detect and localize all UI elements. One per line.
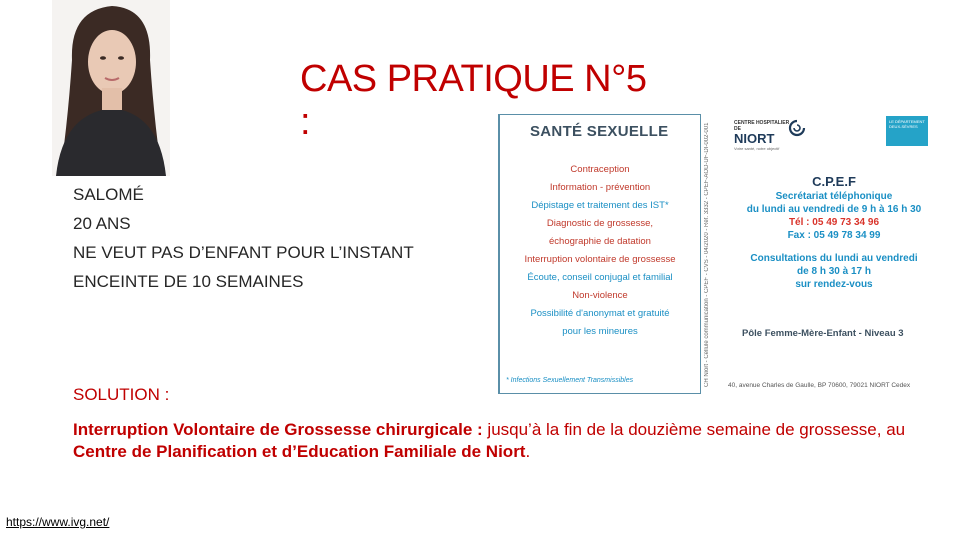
patient-status: ENCEINTE DE 10 SEMAINES [73, 272, 304, 291]
ivg-link[interactable]: https://www.ivg.net/ [6, 515, 110, 529]
hospital-logo-line2: DE [734, 126, 741, 132]
service-item: Possibilité d'anonymat et gratuité [530, 308, 670, 319]
hospital-logo-line1: CENTRE HOSPITALIER [734, 120, 790, 126]
service-item: Diagnostic de grossesse, [546, 218, 654, 229]
solution-text-2: . [525, 442, 531, 461]
secretariat-line: Secrétariat téléphonique [775, 191, 893, 202]
service-item: Information - prévention [549, 182, 651, 193]
cpef-contact [734, 174, 934, 291]
service-item: Interruption volontaire de grossesse [524, 254, 676, 265]
solution-label: SOLUTION : [73, 385, 170, 404]
address-line: 40, avenue Charles de Gaulle, BP 70600, 79021 NIORT Cedex [728, 382, 911, 389]
hospital-logo [734, 120, 824, 150]
patient-name: SALOMÉ [73, 185, 144, 204]
slide-title: CAS PRATIQUE N°5 : [300, 58, 647, 143]
service-item: Écoute, conseil conjugal et familial [527, 272, 673, 283]
patient-age: 20 ANS [73, 214, 131, 233]
service-item: échographie de datation [549, 236, 651, 247]
solution-text-1: jusqu’à la fin de la douzième semaine de grossesse, au [482, 420, 906, 439]
fax-line: Fax : 05 49 78 34 99 [787, 230, 881, 241]
service-item: pour les mineures [562, 326, 638, 337]
solution-bold-2: Centre de Planification et d’Education Familiale de Niort [73, 442, 526, 461]
tel-line: Tél : 05 49 73 34 96 [788, 217, 880, 228]
service-item: Non-violence [572, 290, 628, 301]
patient-profile [73, 180, 493, 296]
department-logo: LE DÉPARTEMENT DEUX-SÈVRES [886, 116, 928, 146]
poster-reference-text: CH Niort - Cellule communication - CPEF - CVS - 04/2020 - Réf. 3332 - CPEF-AOD-UF-DI-002-001 [704, 122, 710, 387]
solution-bold-1: Interruption Volontaire de Grossesse chirurgicale : [73, 420, 483, 439]
hospital-logo-name: NIORT [734, 131, 775, 146]
solution-text [73, 419, 923, 463]
services-list [500, 161, 700, 341]
hours-line: du lundi au vendredi de 9 h à 16 h 30 [746, 204, 922, 215]
consult-line-1: Consultations du lundi au vendredi [750, 253, 918, 264]
consult-line-3: sur rendez-vous [795, 279, 873, 290]
hospital-logo-tagline: Votre santé, notre objectif [734, 146, 780, 151]
cpef-heading: C.P.E.F [812, 174, 856, 189]
poster-services-panel [498, 114, 701, 394]
poster-footnote: * Infections Sexuellement Transmissibles [506, 377, 634, 384]
service-item: Contraception [570, 164, 630, 175]
pole-line: Pôle Femme-Mère-Enfant - Niveau 3 [742, 328, 904, 339]
poster-heading: SANTÉ SEXUELLE [530, 123, 669, 140]
portrait-photo [52, 0, 170, 176]
cpef-poster [498, 114, 934, 394]
service-item: Dépistage et traitement des IST* [531, 200, 669, 211]
patient-wish: NE VEUT PAS D’ENFANT POUR L’INSTANT [73, 243, 414, 262]
hospital-swirl-icon [788, 119, 806, 137]
consult-line-2: de 8 h 30 à 17 h [797, 266, 871, 277]
